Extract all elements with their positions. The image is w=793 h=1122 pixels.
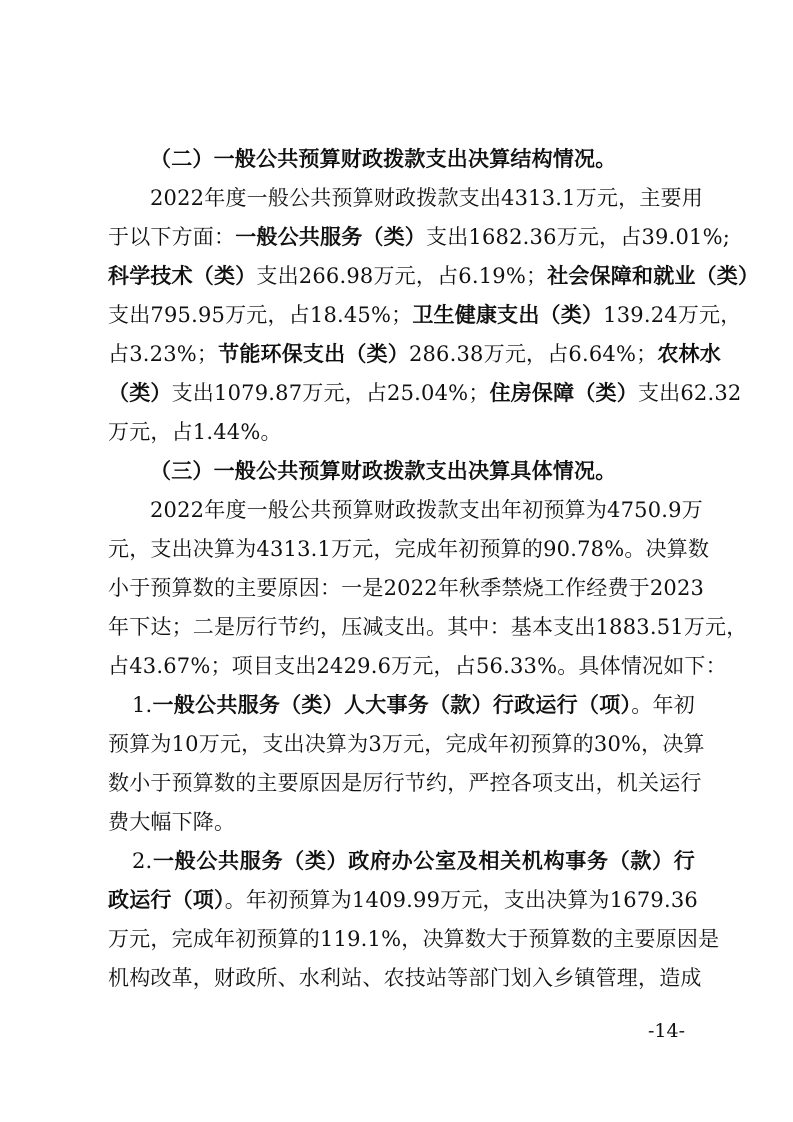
bold-text-segment: 政运行（项） bbox=[108, 887, 225, 912]
text-segment: 小于预算数的主要原因：一是2022年秋季禁烧工作经费于2023 bbox=[108, 576, 705, 600]
text-line bbox=[108, 882, 698, 918]
text-line bbox=[150, 141, 695, 177]
text-segment: 支出62.32 bbox=[637, 381, 742, 405]
bold-text-segment: 一般公共服务（类）政府办公室及相关机构事务（款）行 bbox=[152, 848, 695, 873]
text-segment: 元，支出决算为4313.1万元，完成年初预算的90.78%。决算数 bbox=[108, 537, 710, 561]
text-segment: 139.24万元， bbox=[603, 303, 742, 327]
text-segment: 1. bbox=[132, 693, 153, 717]
text-segment: 支出266.98万元，占6.19%； bbox=[256, 264, 548, 288]
text-line bbox=[108, 336, 721, 372]
text-segment: 2022年度一般公共预算财政拨款支出4313.1万元，主要用 bbox=[150, 186, 703, 210]
bold-text-segment: 农林水 bbox=[657, 341, 721, 366]
page-number: -14- bbox=[648, 1020, 686, 1042]
text-segment: 支出1682.36万元，占39.01%; bbox=[426, 225, 731, 249]
text-segment: 机构改革，财政所、水利站、农技站等部门划入乡镇管理，造成 bbox=[108, 966, 702, 990]
text-line bbox=[150, 492, 703, 528]
text-line bbox=[108, 414, 695, 450]
text-line bbox=[108, 219, 731, 255]
text-line bbox=[108, 258, 760, 294]
bold-text-segment: 科学技术（类） bbox=[108, 263, 257, 288]
text-segment: 占3.23%； bbox=[108, 342, 219, 366]
text-segment: 费大幅下降。 bbox=[108, 810, 236, 834]
bold-text-segment: （三）一般公共预算财政拨款支出决算具体情况。 bbox=[150, 458, 617, 483]
text-line bbox=[108, 570, 705, 606]
text-line bbox=[108, 921, 720, 957]
text-segment: 支出795.95万元，占18.45%； bbox=[108, 303, 413, 327]
text-segment: 万元，完成年初预算的119.1%，决算数大于预算数的主要原因是 bbox=[108, 927, 720, 951]
bold-text-segment: （二）一般公共预算财政拨款支出决算结构情况。 bbox=[150, 146, 617, 171]
bold-text-segment: （类） bbox=[108, 380, 172, 405]
text-segment: 2022年度一般公共预算财政拨款支出年初预算为4750.9万 bbox=[150, 498, 703, 522]
text-segment: 支出1079.87万元，占25.04%； bbox=[171, 381, 490, 405]
text-line bbox=[108, 648, 727, 684]
text-line bbox=[132, 843, 695, 879]
text-line bbox=[108, 375, 742, 411]
text-line bbox=[150, 453, 695, 489]
text-line bbox=[108, 297, 742, 333]
text-segment: 2. bbox=[132, 849, 153, 873]
bold-text-segment: 一般公共服务（类）人大事务（款）行政运行（项） bbox=[152, 692, 632, 717]
text-line bbox=[108, 804, 695, 840]
bold-text-segment: 社会保障和就业（类） bbox=[547, 263, 760, 288]
text-segment: 于以下方面： bbox=[108, 225, 236, 249]
text-segment: 。年初 bbox=[631, 693, 695, 717]
text-line bbox=[108, 765, 702, 801]
text-line bbox=[108, 726, 705, 762]
text-segment: 占43.67%；项目支出2429.6万元，占56.33%。具体情况如下： bbox=[108, 654, 727, 678]
bold-text-segment: 卫生健康支出（类） bbox=[412, 302, 604, 327]
text-line bbox=[108, 531, 710, 567]
bold-text-segment: 一般公共服务（类） bbox=[235, 224, 427, 249]
text-line bbox=[108, 960, 702, 996]
text-segment: 年下达；二是厉行节约，压减支出。其中：基本支出1883.51万元， bbox=[108, 615, 748, 639]
text-line bbox=[108, 609, 748, 645]
bold-text-segment: 住房保障（类） bbox=[489, 380, 638, 405]
bold-text-segment: 节能环保支出（类） bbox=[218, 341, 409, 366]
text-segment: 万元，占1.44%。 bbox=[108, 420, 282, 444]
text-segment: 286.38万元，占6.64%； bbox=[408, 342, 658, 366]
text-line bbox=[150, 180, 703, 216]
text-segment: 。年初预算为1409.99万元，支出决算为1679.36 bbox=[224, 888, 698, 912]
text-segment: 预算为10万元，支出决算为3万元，完成年初预算的30%，决算 bbox=[108, 732, 705, 756]
text-segment: 数小于预算数的主要原因是厉行节约，严控各项支出，机关运行 bbox=[108, 771, 702, 795]
text-line bbox=[132, 687, 695, 723]
